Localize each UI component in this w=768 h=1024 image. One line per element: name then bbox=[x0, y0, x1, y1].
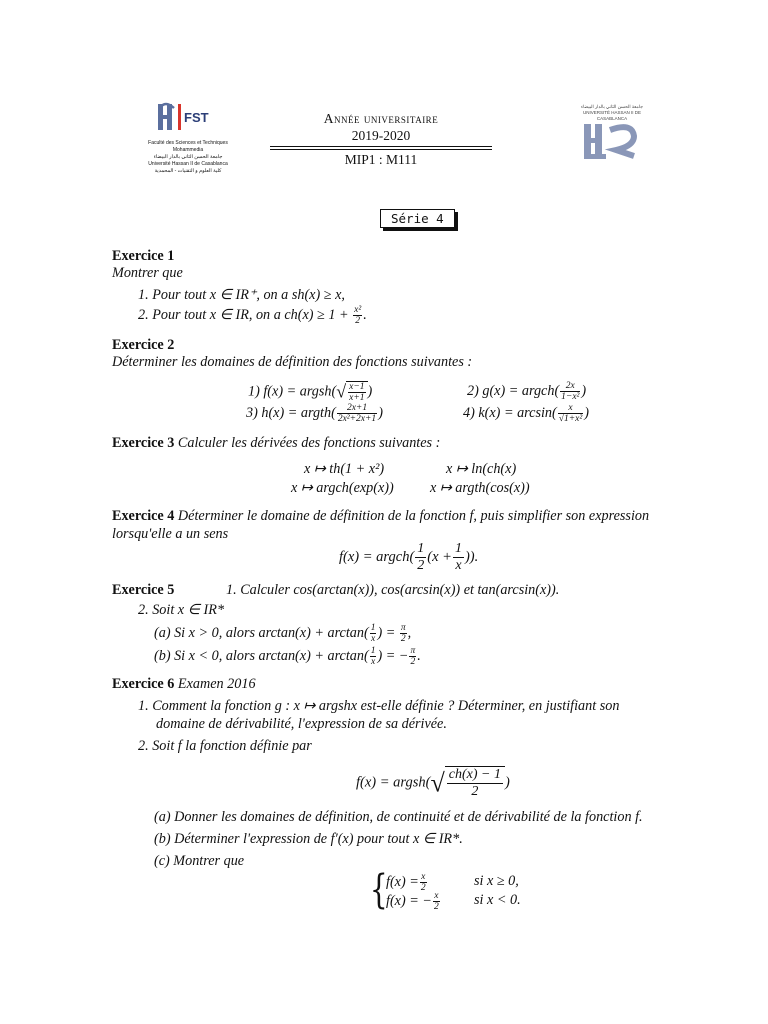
fraction-numerator: π bbox=[410, 646, 416, 656]
fraction-denominator: 2 bbox=[355, 316, 361, 326]
ex5-item-1: 1. Calculer cos(arctan(x)), cos(arcsin(x)) et tan(arcsin(x)). bbox=[226, 582, 560, 598]
ex2-title: Exercice 2 bbox=[112, 337, 175, 353]
ex4-heading bbox=[112, 507, 649, 526]
header-title-block bbox=[270, 110, 492, 168]
fraction-denominator: 2 bbox=[400, 634, 406, 644]
uh2c-mark-icon bbox=[572, 104, 652, 170]
case-2-fraction bbox=[433, 891, 440, 912]
uh2c-logo-line-1: جامعة الحسن الثاني بالدار البيضاء bbox=[581, 104, 643, 109]
ex6-item-2: 2. Soit f la fonction définie par bbox=[138, 738, 312, 754]
uh2c-logo bbox=[572, 104, 652, 170]
ex1-item-2 bbox=[138, 305, 367, 326]
fraction-numerator: x bbox=[434, 891, 439, 901]
fraction-numerator: 1 bbox=[370, 646, 376, 656]
ex6-eq-start: f(x) = argsh( bbox=[356, 774, 431, 791]
ex1-intro: Montrer que bbox=[112, 265, 183, 281]
fraction-denominator: 2x²+2x+1 bbox=[337, 414, 377, 424]
ex1-title: Exercice 1 bbox=[112, 248, 175, 264]
ex4-intro-line-1: Déterminer le domaine de définition de la fonction f, puis simplifier son expression bbox=[177, 508, 650, 524]
fst-logo-line-3: Université Hassan II de Casablanca bbox=[148, 161, 228, 167]
fraction-numerator: x² bbox=[354, 305, 362, 315]
fraction-denominator: √1+x² bbox=[558, 414, 583, 424]
fraction-numerator: 2x+1 bbox=[337, 403, 377, 414]
ex4-eq-start: f(x) = argch( bbox=[339, 548, 415, 565]
ex2-function-2 bbox=[467, 381, 586, 402]
fraction-numerator: 1 bbox=[370, 623, 376, 633]
ex2-f1-close: ) bbox=[367, 383, 373, 400]
ex2-function-3 bbox=[246, 403, 383, 424]
ex6-subtitle: Examen 2016 bbox=[177, 676, 256, 692]
serie-label: Série 4 bbox=[380, 209, 455, 228]
ex3-function-b: x ↦ ln(ch(x) bbox=[446, 461, 517, 477]
ex2-f1-fraction bbox=[348, 382, 365, 403]
ex5-item-2a bbox=[154, 623, 411, 644]
ex6-case-1 bbox=[386, 872, 428, 893]
fraction-denominator: x bbox=[370, 657, 376, 667]
ex5-b-fraction bbox=[370, 646, 377, 667]
ex4-equation bbox=[339, 541, 478, 574]
year-title: Année universitaire bbox=[323, 111, 439, 126]
ex2-f4-label: 4) k(x) = arcsin( bbox=[463, 404, 557, 421]
ex3-heading bbox=[112, 434, 440, 453]
fraction-numerator: 1 bbox=[417, 541, 425, 556]
ex2-intro: Déterminer les domaines de définition des fonctions suivantes : bbox=[112, 354, 473, 370]
ex6-case-2 bbox=[386, 891, 441, 912]
case-2-start: f(x) = − bbox=[386, 892, 432, 909]
ex2-f2-fraction bbox=[560, 381, 580, 402]
ex4-eq-end: )). bbox=[464, 548, 479, 565]
ex3-function-c: x ↦ argch(exp(x)) bbox=[291, 480, 394, 496]
ex6-case-2-condition: si x < 0. bbox=[474, 892, 521, 908]
sqrt-icon: √ bbox=[336, 381, 347, 402]
fraction-numerator: π bbox=[400, 623, 406, 633]
module-name: MIP1 : M111 bbox=[344, 152, 418, 167]
ex4-eq-fraction-1 bbox=[415, 541, 426, 574]
ex3-intro: Calculer les dérivées des fonctions suivantes : bbox=[177, 435, 441, 451]
fraction-denominator: 2 bbox=[410, 657, 416, 667]
fst-logo-line-2: جامعة الحسن الثاني بالدار البيضاء bbox=[153, 154, 223, 160]
ex5-a-middle: ) = bbox=[377, 624, 396, 641]
ex3-function-a: x ↦ th(1 + x²) bbox=[304, 461, 385, 477]
fraction-numerator: ch(x) − 1 bbox=[448, 767, 501, 782]
ex3-function-d: x ↦ argth(cos(x)) bbox=[430, 480, 530, 496]
fst-logo bbox=[138, 102, 238, 174]
ex2-function-4 bbox=[463, 403, 589, 424]
ex6-item-1-line-2: domaine de dérivabilité, l'expression de sa dérivée. bbox=[156, 716, 447, 732]
ex1-item-1: 1. Pour tout x ∈ IR⁺, on a sh(x) ≥ x, bbox=[138, 287, 345, 303]
ex2-f2-close: ) bbox=[581, 382, 587, 399]
fraction-denominator: 2 bbox=[417, 558, 425, 573]
ex6-eq-fraction bbox=[447, 767, 503, 800]
ex5-b-start: (b) Si x < 0, alors arctan(x) + arctan( bbox=[154, 647, 369, 664]
ex1-item-2-text: 2. Pour tout x ∈ IR, on a ch(x) ≥ 1 + bbox=[138, 306, 349, 323]
ex6-eq-radicand bbox=[445, 766, 505, 800]
ex5-a-fraction bbox=[370, 623, 377, 644]
fraction-numerator: x bbox=[558, 403, 583, 414]
ex4-intro-line-2: lorsqu'elle a un sens bbox=[112, 526, 229, 542]
fraction-denominator: x+1 bbox=[349, 393, 365, 403]
ex1-item-2-end: . bbox=[363, 306, 367, 323]
ex3-title: Exercice 3 bbox=[112, 435, 175, 451]
ex2-f3-close: ) bbox=[378, 404, 383, 421]
ex5-a-result bbox=[400, 623, 407, 644]
ex6-item-2a: (a) Donner les domaines de définition, de continuité et de dérivabilité de la fonction f. bbox=[154, 809, 643, 825]
case-1-fraction bbox=[420, 872, 427, 893]
fst-logo-line-4: كلية العلوم و التقنيات - المحمدية bbox=[154, 168, 222, 174]
ex6-item-2b: (b) Déterminer l'expression de f′(x) pour tout x ∈ IR*. bbox=[154, 831, 463, 847]
fraction-numerator: x−1 bbox=[349, 382, 365, 392]
left-brace-icon: { bbox=[369, 867, 388, 913]
ex6-heading bbox=[112, 675, 256, 694]
case-1-start: f(x) = bbox=[386, 873, 419, 890]
fraction-denominator: 2 bbox=[420, 883, 426, 893]
ex5-a-end: , bbox=[407, 624, 412, 641]
ex6-case-1-condition: si x ≥ 0, bbox=[474, 873, 519, 889]
ex6-item-2c: (c) Montrer que bbox=[154, 853, 245, 869]
fst-logo-line-1: Faculté des Sciences et Techniques Mohammedia bbox=[148, 140, 228, 153]
ex2-f4-close: ) bbox=[584, 404, 589, 421]
ex5-item-2b bbox=[154, 646, 421, 667]
ex5-b-middle: ) = − bbox=[377, 647, 409, 664]
fraction-denominator: 1−x² bbox=[561, 392, 580, 402]
ex5-b-end: . bbox=[417, 647, 421, 664]
ex5-a-start: (a) Si x > 0, alors arctan(x) + arctan( bbox=[154, 624, 369, 641]
ex6-item-1-line-1: 1. Comment la fonction g : x ↦ argshx est-elle définie ? Déterminer, en justifiant son bbox=[138, 698, 620, 714]
fraction-numerator: x bbox=[421, 872, 426, 882]
fraction-denominator: x bbox=[455, 558, 462, 573]
ex2-f1-label: 1) f(x) = argsh( bbox=[248, 383, 337, 400]
ex5-item-2: 2. Soit x ∈ IR* bbox=[138, 602, 225, 618]
fraction-denominator: 2 bbox=[471, 784, 479, 799]
fraction-numerator: 2x bbox=[560, 381, 580, 392]
sqrt-icon: √ bbox=[430, 768, 445, 798]
academic-year: 2019-2020 bbox=[351, 128, 411, 143]
fst-abbr: FST bbox=[184, 110, 209, 125]
ex4-eq-middle: (x + bbox=[427, 548, 452, 565]
ex2-f4-fraction bbox=[558, 403, 583, 424]
fraction-denominator: 2 bbox=[433, 902, 439, 912]
ex2-function-1 bbox=[248, 381, 372, 403]
ex2-f2-label: 2) g(x) = argch( bbox=[467, 382, 560, 399]
ex1-item-2-fraction bbox=[353, 305, 362, 326]
ex5-b-result bbox=[409, 646, 416, 667]
ex6-eq-end: ) bbox=[504, 774, 510, 791]
fraction-numerator: 1 bbox=[454, 541, 462, 556]
ex6-equation bbox=[356, 766, 510, 800]
ex2-f3-fraction bbox=[337, 403, 377, 424]
ex2-f1-radicand bbox=[346, 381, 367, 403]
ex4-title: Exercice 4 bbox=[112, 508, 175, 524]
ex6-title: Exercice 6 bbox=[112, 676, 175, 692]
uh2c-logo-line-2: UNIVERSITÉ HASSAN II DE CASABLANCA bbox=[582, 110, 641, 121]
ex2-f3-label: 3) h(x) = argth( bbox=[246, 404, 336, 421]
header-double-rule bbox=[270, 146, 492, 150]
ex4-eq-fraction-2 bbox=[453, 541, 464, 574]
fraction-denominator: x bbox=[370, 634, 376, 644]
ex5-title: Exercice 5 bbox=[112, 582, 175, 598]
